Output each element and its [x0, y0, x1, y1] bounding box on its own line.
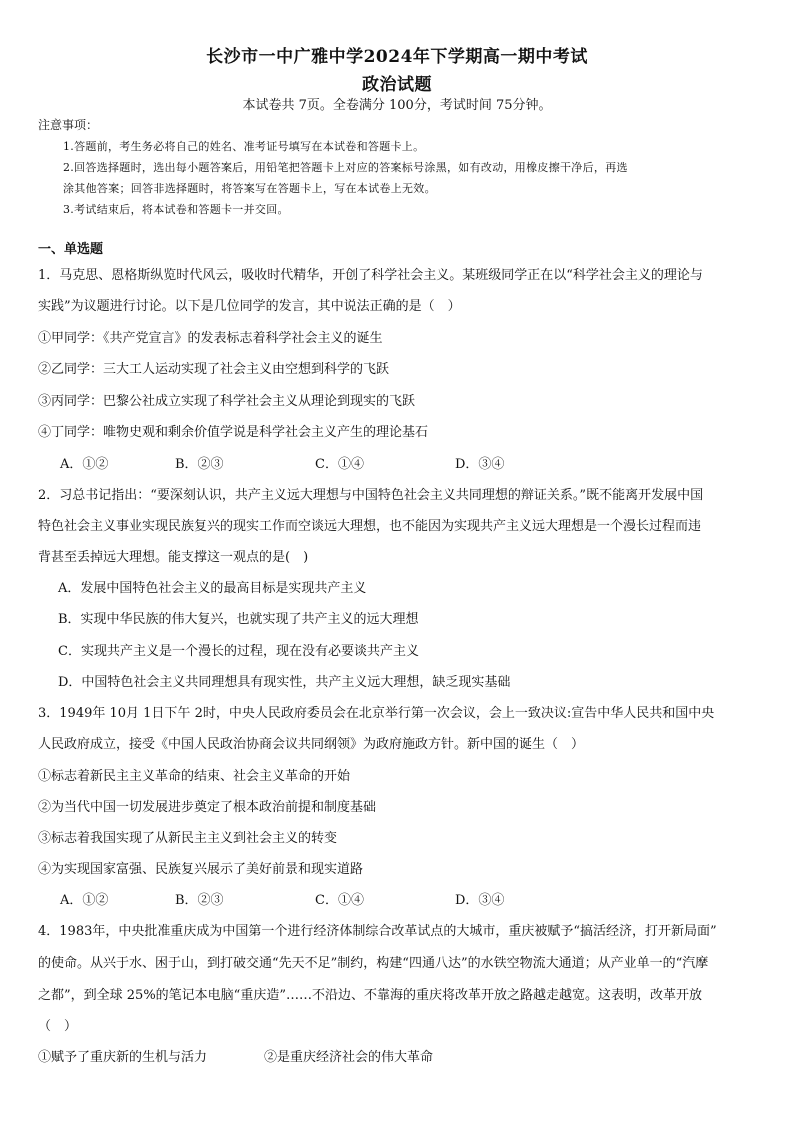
note-item: 2.回答选择题时，选出每小题答案后，用铅笔把答题卡上对应的答案标号涂黑，如有改动，用橡皮擦干净后，再选: [63, 161, 628, 174]
exam-info: 本试卷共 7页。全卷满分 100分，考试时间 75分钟。: [242, 98, 552, 113]
option-a: A．①②: [60, 893, 109, 908]
q2-stem-line: 2．习总书记指出：“要深刻认识，共产主义远大理想与中国特色社会主义共同理想的辩证关系。”既不能离开发展中国: [38, 488, 704, 503]
q1-stem-line: 实践”为议题进行讨论。以下是几位同学的发言，其中说法正确的是（ ）: [38, 299, 461, 314]
q3-item: ①标志着新民主主义革命的结束、社会主义革命的开始: [38, 769, 351, 784]
q1-item: ③丙同学：巴黎公社成立实现了科学社会主义从理论到现实的飞跃: [38, 394, 416, 409]
notes-heading: 注意事项：: [38, 118, 99, 132]
q1-item: ①甲同学：《共产党宣言》的发表标志着科学社会主义的诞生: [38, 331, 383, 346]
q4-stem-line: 的使命。从兴于水、困于山，到打破交通“先天不足”制约，构建“四通八达”的水铁空物流大通道；从产业单一的“汽摩: [38, 956, 709, 971]
section-heading: 一、单选题: [38, 242, 104, 257]
q3-stem-line: 人民政府成立，接受《中国人民政治协商会议共同纲领》为政府施政方针。新中国的诞生（ ）: [38, 737, 585, 752]
q4-stem-line: （ ）: [38, 1019, 78, 1034]
exam-title: 长沙市一中广雅中学2024年下学期高一期中考试: [206, 47, 588, 67]
option-b: B．实现中华民族的伟大复兴，也就实现了共产主义的远大理想: [58, 612, 419, 627]
option-a: A．①②: [60, 457, 109, 472]
note-item: 涂其他答案；回答非选择题时，将答案写在答题卡上，写在本试卷上无效。: [63, 182, 436, 195]
option-c: C．①④: [315, 457, 364, 472]
q4-stem-line: 4．1983年，中央批准重庆成为中国第一个进行经济体制综合改革试点的大城市，重庆被赋予“搞活经济，打开新局面”: [38, 924, 717, 939]
q4-item: ②是重庆经济社会的伟大革命: [264, 1050, 434, 1065]
q3-stem-line: 3．1949年 10月 1日下午 2时，中央人民政府委员会在北京举行第一次会议，会上一致决议:宣告中华人民共和国中央: [38, 706, 715, 721]
option-c: C．实现共产主义是一个漫长的过程，现在没有必要谈共产主义: [58, 644, 419, 659]
option-d: D．中国特色社会主义共同理想具有现实性，共产主义远大理想，缺乏现实基础: [58, 675, 511, 690]
option-d: D．③④: [455, 457, 505, 472]
q3-item: ④为实现国家富强、民族复兴展示了美好前景和现实道路: [38, 862, 364, 877]
q3-item: ②为当代中国一切发展进步奠定了根本政治前提和制度基础: [38, 800, 377, 815]
option-a: A．发展中国特色社会主义的最高目标是实现共产主义: [58, 581, 367, 596]
subject-title: 政治试题: [362, 75, 432, 95]
q2-stem-line: 特色社会主义事业实现民族复兴的现实工作而空谈远大理想，也不能因为实现共产主义远大理想是一个漫长过程而违: [38, 519, 702, 534]
q1-item: ②乙同学：三大工人运动实现了社会主义由空想到科学的飞跃: [38, 362, 390, 377]
q2-stem-line: 背甚至丢掉远大理想。能支撑这一观点的是( ): [38, 550, 309, 565]
note-item: 3.考试结束后，将本试卷和答题卡一并交回。: [63, 203, 289, 216]
option-d: D．③④: [455, 893, 505, 908]
q1-stem-line: 1．马克思、恩格斯纵览时代风云，吸收时代精华，开创了科学社会主义。某班级同学正在以“科学社会主义的理论与: [38, 268, 703, 283]
note-item: 1.答题前，考生务必将自己的姓名、准考证号填写在本试卷和答题卡上。: [63, 140, 425, 153]
q1-item: ④丁同学：唯物史观和剩余价值学说是科学社会主义产生的理论基石: [38, 425, 429, 440]
q4-items: [38, 1046, 433, 1065]
q4-stem-line: 之都”，到全球 25%的笔记本电脑“重庆造”……不沿边、不靠海的重庆将改革开放之路越走越宽。这表明，改革开放: [38, 988, 702, 1003]
q3-item: ③标志着我国实现了从新民主主义到社会主义的转变: [38, 831, 338, 846]
option-b: B．②③: [175, 457, 224, 472]
q4-item: ①赋予了重庆新的生机与活力: [38, 1050, 208, 1065]
option-c: C．①④: [315, 893, 364, 908]
q1-options: [60, 453, 504, 472]
q3-options: [60, 889, 504, 908]
option-b: B．②③: [175, 893, 224, 908]
